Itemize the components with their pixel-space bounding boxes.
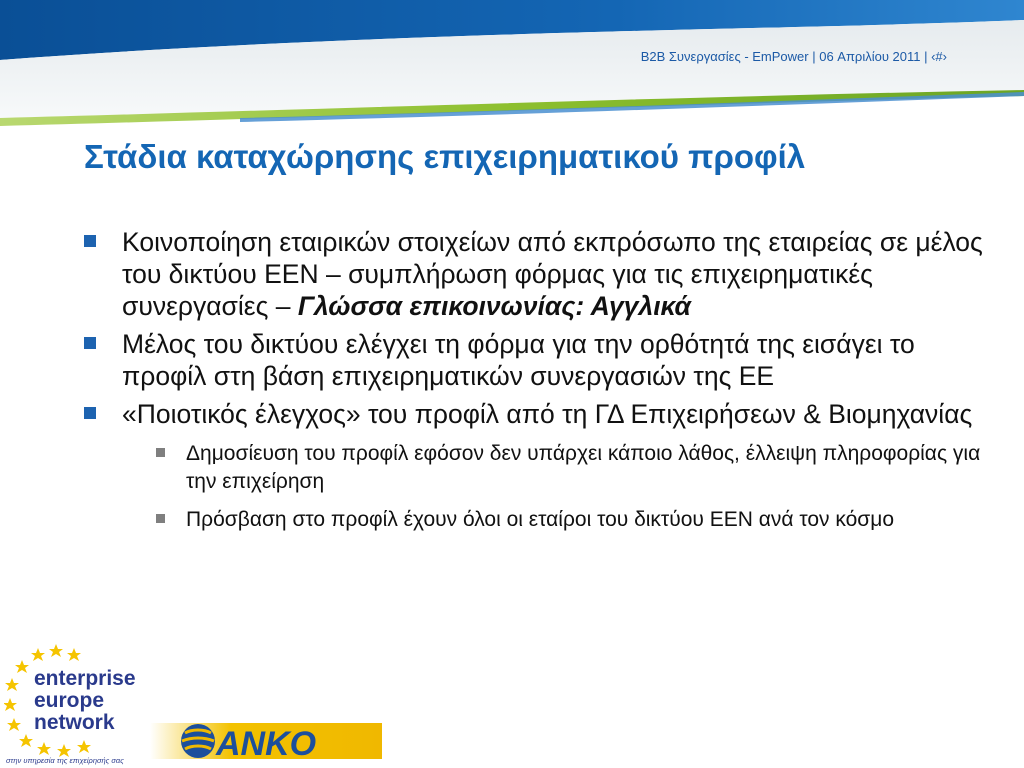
sub-bullet-text-1: Δημοσίευση του προφίλ εφόσον δεν υπάρχει κάποιο λάθος, έλλειψη πληροφορίας για την επιχείρηση bbox=[186, 442, 981, 493]
een-line-2: europe bbox=[34, 689, 105, 712]
gray-square-bullet-icon bbox=[156, 448, 165, 457]
gray-square-bullet-icon bbox=[156, 514, 165, 523]
sub-bullet-item-1 bbox=[84, 440, 984, 496]
bullet-list bbox=[84, 226, 984, 534]
sub-bullet-item-2 bbox=[84, 506, 984, 534]
een-line-3: network bbox=[34, 711, 115, 734]
bullet-text-3: «Ποιοτικός έλεγχος» του προφίλ από τη ΓΔ Επιχειρήσεων & Βιομηχανίας bbox=[122, 399, 973, 429]
bullet-emphasis-language: Γλώσσα επικοινωνίας: Αγγλικά bbox=[297, 291, 691, 321]
square-bullet-icon bbox=[84, 235, 96, 247]
sub-bullet-text-2: Πρόσβαση στο προφίλ έχουν όλοι οι εταίροι του δικτύου EEN ανά τον κόσμο bbox=[186, 508, 895, 531]
square-bullet-icon bbox=[84, 407, 96, 419]
bullet-item-1 bbox=[84, 226, 984, 322]
anko-wordmark: ANKO bbox=[216, 725, 317, 763]
bullet-text-1: Κοινοποίηση εταιρικών στοιχείων από εκπρόσωπο της εταιρείας σε μέλος του δικτύου EEN – συμπλήρωση φόρμας για τις επιχειρηματικές συνεργασίες – bbox=[122, 227, 983, 321]
square-bullet-icon bbox=[84, 337, 96, 349]
een-tagline: στην υπηρεσία της επιχείρησής σας bbox=[6, 756, 124, 765]
een-line-1: enterprise bbox=[34, 667, 136, 690]
header-swoosh-band bbox=[0, 0, 1024, 135]
slide-title: Στάδια καταχώρησης επιχειρηματικού προφίλ bbox=[84, 138, 806, 175]
anko-logo bbox=[150, 719, 382, 763]
anko-globe-icon bbox=[181, 724, 215, 758]
bullet-text-2: Μέλος του δικτύου ελέγχει τη φόρμα για την ορθότητά της εισάγει το προφίλ στη βάση επιχειρηματικών συνεργασιών της ΕΕ bbox=[122, 329, 915, 391]
enterprise-europe-network-logo bbox=[4, 640, 144, 768]
header-footer-text: B2B Συνεργασίες - EmPower | 06 Απριλίου 2011 | ‹#› bbox=[640, 49, 947, 64]
bullet-item-2 bbox=[84, 328, 984, 392]
bullet-item-3 bbox=[84, 398, 984, 430]
